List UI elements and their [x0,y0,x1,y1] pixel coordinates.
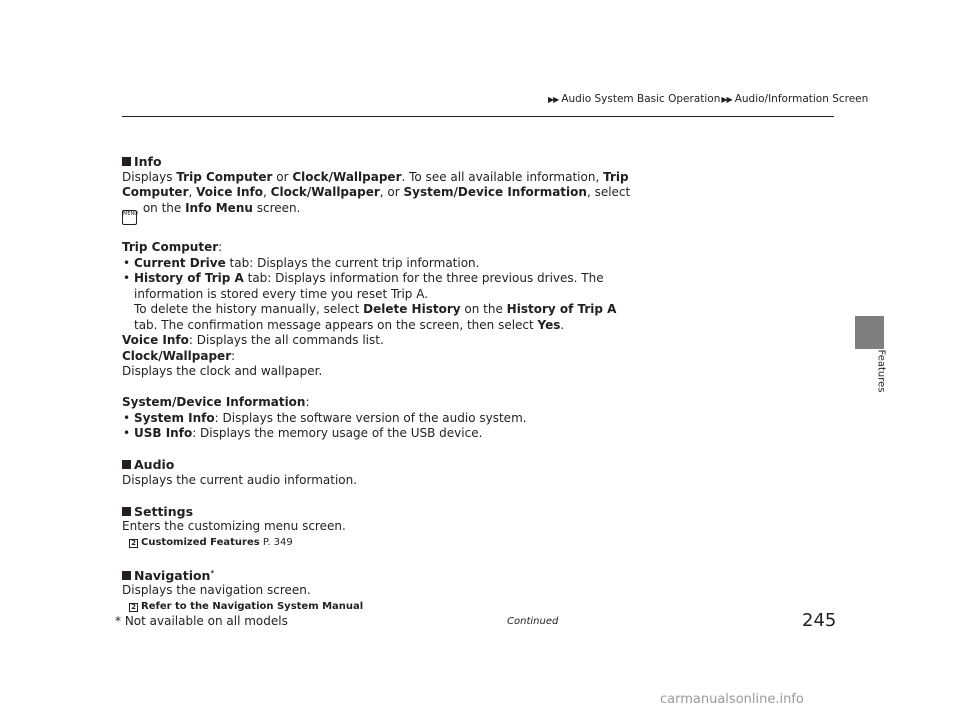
section-tab [855,316,884,349]
list-item: • History of Trip A tab: Displays information for the three previous drives. The [122,271,562,287]
list-item: • System Info: Displays the software version of the audio system. [122,411,562,427]
paragraph-line: information is stored every time you reset Trip A. [134,286,429,301]
page-number: 245 [802,610,837,631]
section-label: Features [875,349,887,393]
continued-label: Continued [507,616,559,627]
subheading-system-device: System/Device Information: [122,395,310,409]
breadcrumb-arrow-icon: ▶▶ [548,95,559,104]
section-heading-info: Info [122,154,562,170]
subheading-clock-wallpaper: Clock/Wallpaper: [122,348,236,363]
watermark: carmanualsonline.info [660,692,804,707]
square-bullet-icon [122,507,131,516]
list-item: • USB Info: Displays the memory usage of the USB device. [122,426,562,442]
paragraph-line: Voice Info: Displays the all commands list. [122,333,384,347]
section-heading-settings: Settings [122,504,562,520]
paragraph-line: MENU on the Info Menu screen. [122,201,562,225]
section-heading-audio: Audio [122,457,562,473]
cross-reference-link[interactable]: 2 Refer to the Navigation System Manual [122,599,562,615]
breadcrumb-item[interactable]: Audio/Information Screen [734,93,869,105]
paragraph-line: To delete the history manually, select Delete History on the History of Trip A [134,302,617,316]
paragraph-line: Displays the clock and wallpaper. [122,364,323,378]
list-item: • Current Drive tab: Displays the current trip information. [122,256,562,272]
breadcrumb-arrow-icon: ▶▶ [721,95,732,104]
menu-button-icon: MENU [122,210,137,225]
header-divider [122,116,834,117]
reference-arrow-icon: 2 [129,539,138,548]
paragraph-line: Displays Trip Computer or Clock/Wallpaper. To see all available information, Trip [122,169,629,184]
breadcrumb [548,93,868,105]
footnote: * Not available on all models [115,614,288,628]
square-bullet-icon [122,157,131,166]
paragraph-line: Enters the customizing menu screen. [122,519,346,533]
square-bullet-icon [122,571,131,580]
subheading-trip-computer: Trip Computer: [122,240,223,254]
cross-reference-link[interactable]: 2 Customized Features P. 349 [122,535,562,551]
paragraph-line: tab. The confirmation message appears on the screen, then select Yes. [134,317,565,332]
section-heading-navigation: Navigation* [122,566,562,584]
reference-arrow-icon: 2 [129,603,138,612]
paragraph-line: Computer, Voice Info, Clock/Wallpaper, or System/Device Information, select [122,185,631,199]
breadcrumb-item[interactable]: Audio System Basic Operation [561,93,721,105]
paragraph-line: Displays the current audio information. [122,472,358,487]
page-content [122,154,631,614]
square-bullet-icon [122,460,131,469]
paragraph-line: Displays the navigation screen. [122,583,311,598]
